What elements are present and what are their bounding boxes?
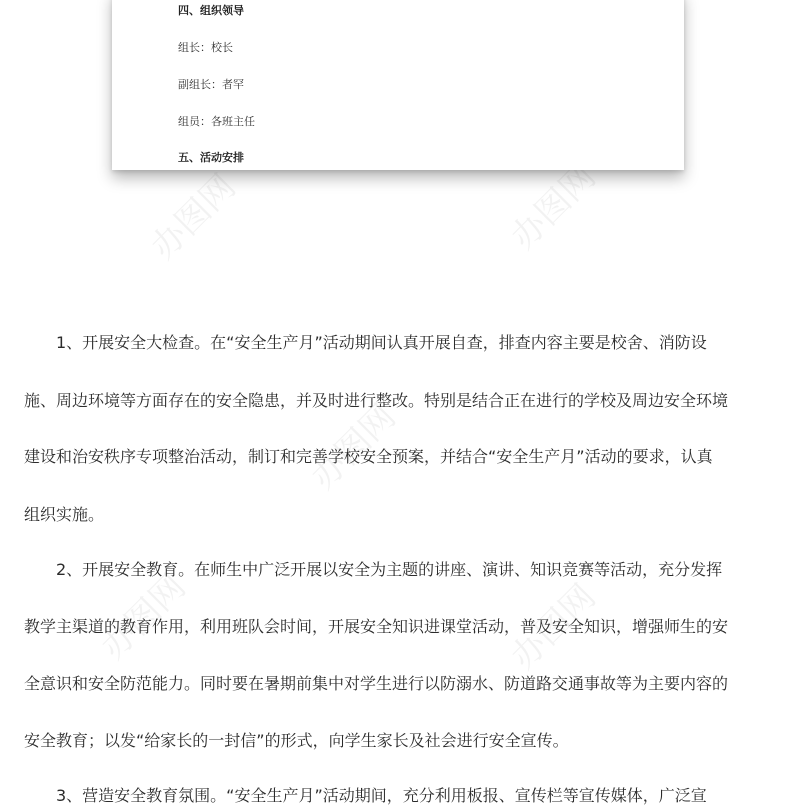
watermark: 办图网 [503, 576, 604, 678]
paragraph-2-line-4: 安全教育；以发“给家长的一封信”的形式，向学生家长及社会进行安全宣传。 [24, 731, 569, 750]
deputy-leader-line: 副组长：者罕 [178, 78, 244, 91]
section5-heading: 五、活动安排 [178, 151, 244, 164]
section4-heading: 四、组织领导 [178, 4, 244, 17]
paragraph-1-line-2: 施、周边环境等方面存在的安全隐患，并及时进行整改。特别是结合正在进行的学校及周边安全环境 [24, 391, 729, 410]
leader-line: 组长：校长 [178, 41, 233, 54]
paragraph-1-line-3: 建设和治安秩序专项整治活动，制订和完善学校安全预案，并结合“安全生产月”活动的要求，认真 [24, 447, 713, 466]
paragraph-3-line-1: 3、营造安全教育氛围。“安全生产月”活动期间，充分利用板报、宣传栏等宣传媒体，广泛宣 [56, 786, 707, 805]
watermark: 办图网 [303, 396, 404, 498]
paragraph-1-line-4: 组织实施。 [24, 505, 105, 524]
paragraph-1-line-1: 1、开展安全大检查。在“安全生产月”活动期间认真开展自查，排查内容主要是校舍、消防设 [56, 333, 707, 352]
members-line: 组员：各班主任 [178, 115, 255, 128]
watermark: 办图网 [143, 166, 244, 268]
paragraph-2-line-1: 2、开展安全教育。在师生中广泛开展以安全为主题的讲座、演讲、知识竞赛等活动，充分发挥 [56, 560, 723, 579]
paragraph-2-line-3: 全意识和安全防范能力。同时要在暑期前集中对学生进行以防溺水、防道路交通事故等为主要内容的 [24, 674, 729, 693]
watermark: 办图网 [93, 566, 194, 668]
document-preview-card [112, 0, 684, 170]
watermark: 办图网 [503, 156, 604, 258]
paragraph-2-line-2: 教学主渠道的教育作用，利用班队会时间，开展安全知识进课堂活动，普及安全知识，增强师生的安 [24, 617, 729, 636]
